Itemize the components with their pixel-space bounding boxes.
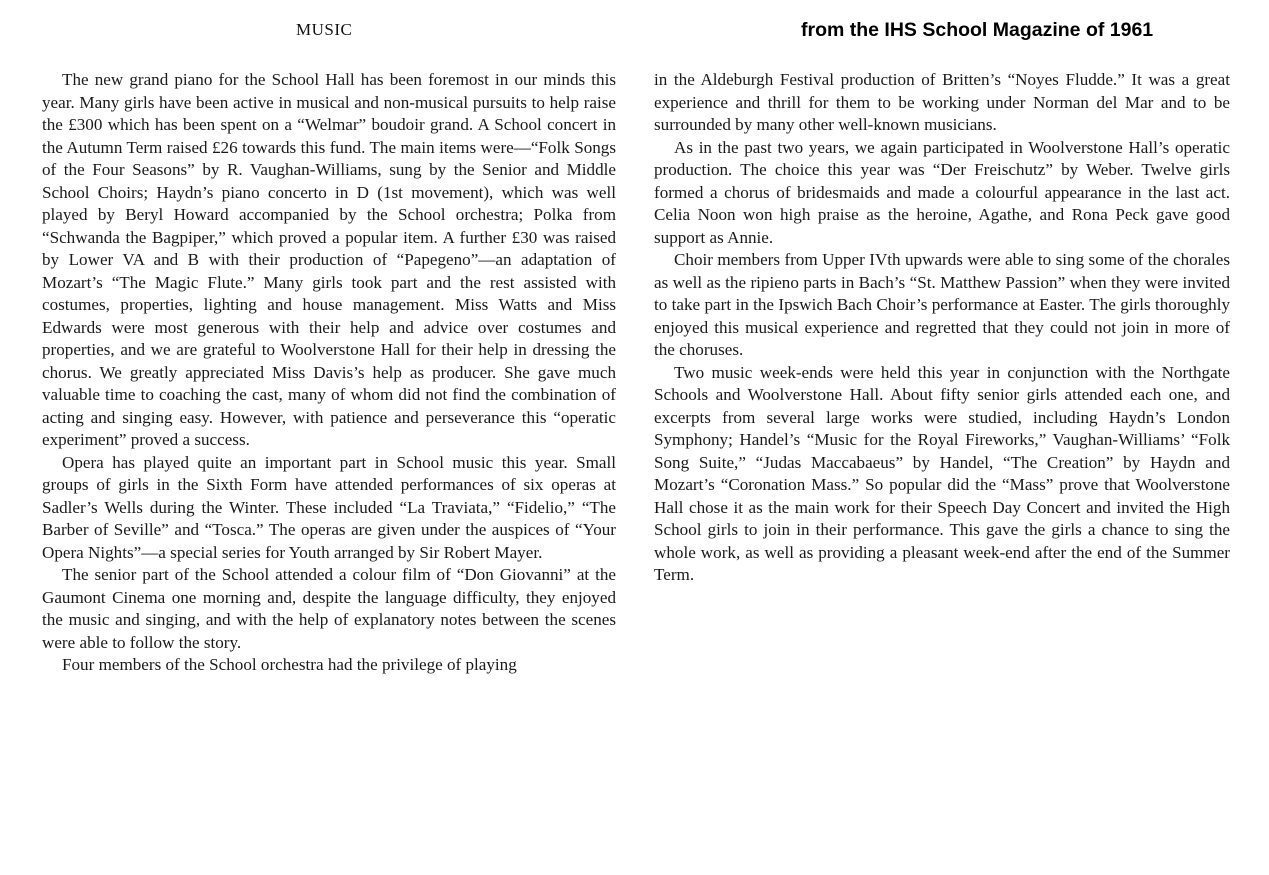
paragraph-don-giovanni: The senior part of the School attended a colour film of “Don Giovanni” at the Gaumont Cinema one morning and, despite the language difficulty, they enjoyed the music and singing, and with the help of explanatory notes between the scenes were able to follow the story. [42, 565, 616, 652]
paragraph-woolverstone-opera: As in the past two years, we again participated in Woolverstone Hall’s operatic production. The choice this year was “Der Freischutz” by Weber. Twelve girls formed a chorus of bridesmaids and made a colourful appearance in the last act. Celia Noon won high praise as the heroine, Agathe, and Rona Peck gave good support as Annie. [654, 137, 1230, 247]
paragraph-st-matthew-passion: Choir members from Upper IVth upwards were able to sing some of the chorales as well as the ripieno parts in Bach’s “St. Matthew Passion” when they were invited to take part in the Ipswich Bach Choir’s performance at Easter. The girls thoroughly enjoyed this musical experience and regretted that they could not join in more of the choruses. [654, 250, 1230, 359]
left-column [42, 69, 616, 677]
right-column [654, 69, 1230, 587]
source-caption: from the IHS School Magazine of 1961 [801, 19, 1154, 41]
paragraph-aldeburgh-continuation: in the Aldeburgh Festival production of Britten’s “Noyes Fludde.” It was a great experience and thrill for them to be working under Norman del Mar and to be surrounded by many other well-known musicians. [654, 70, 1230, 134]
paragraph-opera: Opera has played quite an important part in School music this year. Small groups of girls in the Sixth Form have attended performances of six operas at Sadler’s Wells during the Winter. These included “La Traviata,” “Fidelio,” “The Barber of Seville” and “Tosca.” The operas are given under the auspices of “Your Opera Nights”—a special series for Youth arranged by Sir Robert Mayer. [42, 452, 616, 562]
page-title: MUSIC [296, 20, 353, 39]
paragraph-music-weekends: Two music week-ends were held this year in conjunction with the Northgate Schools and Woolverstone Hall. About fifty senior girls attended each one, and excerpts from several large works were studied, including Haydn’s London Symphony; Handel’s “Music for the Royal Fireworks,” Vaughan-Williams’ “Folk Song Suite,” “Judas Maccabaeus” by Handel, “The Creation” by Haydn and Mozart’s “Coronation Mass.” So popular did the “Mass” prove that Woolverstone Hall chose it as the main work for their Speech Day Concert and invited the High School girls to join in their performance. This gave the girls a chance to sing the whole work, as well as providing a pleasant week-end after the end of the Summer Term. [654, 362, 1230, 584]
paragraph-piano-fund: The new grand piano for the School Hall has been foremost in our minds this year. Many girls have been active in musical and non-musical pursuits to help raise the £300 which has been spent on a “Welmar” boudoir grand. A School concert in the Autumn Term raised £26 towards this fund. The main items were—“Folk Songs of the Four Seasons” by R. Vaughan-Williams, sung by the Senior and Middle School Choirs; Haydn’s piano concerto in D (1st movement), which was well played by Beryl Howard accompanied by the School orchestra; Polka from “Schwanda the Bagpiper,” which proved a popular item. A further £30 was raised by Lower VA and B with their production of “Papegeno”—an adaptation of Mozart’s “The Magic Flute.” Many girls took part and the rest assisted with costumes, properties, lighting and house management. Miss Watts and Miss Edwards were most generous with their help and advice over costumes and properties, and we are grateful to Woolverstone Hall for their help in dressing the chorus. We greatly appreciated Miss Davis’s help as producer. She gave much valuable time to coaching the cast, many of whom did not find the combination of acting and singing easy. However, with patience and perseverance this “operatic experiment” proved a success. [42, 70, 616, 449]
paragraph-orchestra: Four members of the School orchestra had the privilege of playing [62, 655, 517, 674]
